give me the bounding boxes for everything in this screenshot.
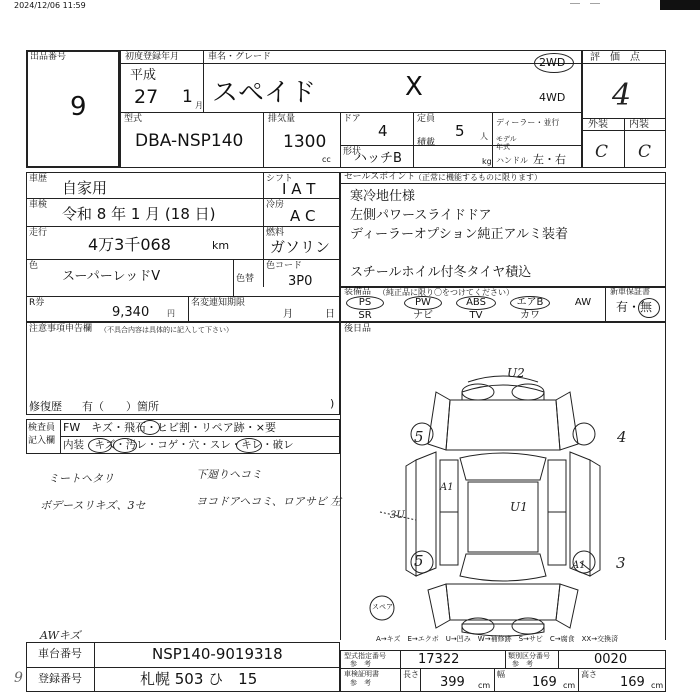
- lot-number: 9: [70, 92, 87, 122]
- corner-block: [660, 0, 700, 10]
- diagram-mark: 5: [414, 552, 424, 570]
- displacement-label: 排気量: [268, 114, 296, 124]
- registration-number: 札幌 503 ひ 15: [140, 670, 258, 688]
- scratch-circle: [88, 438, 112, 453]
- wear-circle: [236, 438, 262, 453]
- shape-label: 形状: [343, 147, 362, 157]
- category-label: 類別区分番号: [508, 652, 550, 660]
- registration-year: 27: [134, 86, 159, 108]
- four-wd-label: 4WD: [539, 91, 566, 104]
- diagram-mark: U1: [510, 500, 528, 514]
- width-value: 169: [532, 675, 557, 690]
- color-change-label: 色替: [236, 274, 255, 284]
- handwritten-note: AWキズ: [40, 629, 81, 642]
- diagram-mark: U2: [507, 366, 525, 380]
- timestamp: 2024/12/06 11:59: [14, 1, 86, 10]
- lot-label: 出品番号: [30, 52, 67, 62]
- diagram-mark: A1: [440, 482, 454, 493]
- model-grade: X: [405, 72, 423, 102]
- exterior-label: 外装: [588, 119, 608, 130]
- length-label: 長さ: [403, 670, 419, 679]
- sales-point-item: 左側パワースライドドア: [350, 208, 492, 223]
- handwritten-note: 下廻りヘコミ: [196, 468, 262, 481]
- inspector-row-1: FW キズ・飛石・ヒビ割・リペア跡・×要: [63, 421, 276, 434]
- displacement-unit: cc: [322, 155, 331, 164]
- roof: [468, 482, 538, 552]
- dealer-label: ディーラー・並行: [496, 118, 560, 127]
- registration-label: 初度登録年月: [125, 52, 180, 62]
- equipment-label: 装備品: [344, 287, 372, 297]
- height-unit: cm: [651, 681, 664, 690]
- equip-navi: ナビ: [413, 310, 433, 321]
- displacement-value: 1300: [283, 132, 327, 152]
- windshield: [460, 453, 546, 480]
- length-unit: cm: [478, 681, 491, 690]
- equip-leather: カワ: [520, 310, 540, 321]
- doors-label: ドア: [343, 114, 361, 124]
- usage-label: 車歴: [29, 174, 48, 184]
- equip-ps: PS: [358, 297, 372, 308]
- equip-airbag: エアB: [516, 297, 544, 308]
- inspector-row-2: 内装 キズ・汚レ・コゲ・穴・スレ・キレ・破レ: [63, 439, 294, 451]
- type-label: 型式: [124, 114, 143, 124]
- chassis-label: 車台番号: [38, 647, 82, 660]
- equip-abs: ABS: [466, 297, 486, 308]
- color-value: スーパーレッドV: [62, 269, 161, 284]
- left-fender: [428, 392, 450, 450]
- color-code-label: 色コード: [266, 261, 303, 271]
- load-label: 積載: [417, 138, 436, 148]
- inspector-label-2: 記入欄: [28, 436, 56, 446]
- trunk: [446, 584, 560, 620]
- diagram-mark: 5: [414, 428, 424, 446]
- inspector-label: 検査員: [28, 423, 56, 433]
- registration-no-label: 登録番号: [38, 672, 82, 685]
- doors-value: 4: [378, 122, 388, 140]
- registration-month-unit: 月: [195, 101, 203, 110]
- model-year-label: モデル: [496, 135, 517, 143]
- dirt-circle: [113, 438, 137, 453]
- repair-value: 有（ ）箇所: [82, 400, 159, 413]
- width-label: 幅: [497, 670, 505, 679]
- interior-grade: C: [638, 142, 652, 162]
- height-value: 169: [620, 675, 645, 690]
- warranty-circle: [638, 298, 660, 318]
- margin-mark: 9: [14, 670, 23, 686]
- mileage-label: 走行: [29, 228, 48, 238]
- top-marks: ＿ ＿: [570, 0, 600, 6]
- two-wd-label: 2WD: [539, 56, 566, 69]
- warranty-value: 有・無: [616, 300, 653, 314]
- model-spec-number: 17322: [418, 652, 460, 667]
- inspection-value: 令和 8 年 1 月 (18 日): [62, 205, 216, 223]
- color-code: 3P0: [288, 274, 313, 289]
- shift-value: I A T: [282, 180, 316, 198]
- repair-label: 修復歴: [29, 400, 62, 413]
- hood: [446, 400, 560, 450]
- registration-month: 1: [182, 87, 193, 107]
- model-year-label-2: 年式: [496, 143, 510, 151]
- recycle-unit: 円: [167, 309, 175, 318]
- rear-glass: [460, 554, 546, 581]
- handle-value: 左・右: [533, 153, 566, 166]
- ac-value: A C: [290, 207, 316, 225]
- diagram-mark: A1: [572, 560, 586, 571]
- right-sill: [590, 460, 600, 576]
- notes-label: 注意事項申告欄: [29, 324, 93, 334]
- capacity-label: 定員: [417, 114, 436, 124]
- mileage-unit: km: [212, 239, 230, 252]
- warranty-label: 新車保証書: [610, 287, 650, 296]
- recycle-value: 9,340: [112, 305, 150, 320]
- fuel-value: ガソリン: [270, 238, 331, 256]
- load-unit: kg: [482, 157, 492, 166]
- handwritten-note: ボデースリキズ、3セ: [40, 499, 146, 512]
- interior-label: 内装: [629, 119, 649, 130]
- repair-close: ): [330, 397, 335, 410]
- recycle-label: R券: [29, 298, 45, 308]
- registration-era: 平成: [130, 68, 157, 83]
- right-fender: [556, 392, 578, 450]
- chassis-number: NSP140-9019318: [152, 645, 283, 663]
- cert-label: 車検証明書: [344, 670, 379, 678]
- stone-chip-circle: [140, 420, 160, 435]
- fuel-label: 燃料: [266, 228, 285, 238]
- name-change-day: 日: [325, 309, 335, 320]
- damage-legend: A→キズ E→エクボ U→凹み W→補修跡 S→サビ C→腐食 XX→交換済: [376, 635, 619, 643]
- car-damage-diagram: [340, 340, 666, 640]
- left-rear-fender: [428, 584, 450, 628]
- usage-value: 自家用: [62, 179, 108, 197]
- type-value: DBA-NSP140: [135, 131, 244, 151]
- equipment-sub: （純正品に限り〇をつけてください）: [378, 288, 514, 297]
- width-unit: cm: [563, 681, 576, 690]
- name-change-label: 名変連知期限: [191, 298, 246, 308]
- equip-sr: SR: [358, 310, 372, 321]
- color-label: 色: [29, 261, 39, 271]
- shift-label: シフト: [266, 174, 294, 184]
- category-sub: 参 考: [512, 660, 533, 668]
- category-number: 0020: [594, 652, 628, 667]
- right-rear-fender: [556, 584, 578, 628]
- equip-pw: PW: [415, 297, 431, 308]
- model-label: 車名・グレード: [208, 52, 272, 62]
- handwritten-note: ミートヘタリ: [48, 472, 114, 485]
- model-name: スペイド: [212, 78, 317, 108]
- sales-point-item: ディーラーオプション純正アルミ装着: [350, 227, 569, 242]
- handwritten-note: ヨコドアヘコミ、ロアサビ 左: [196, 495, 342, 508]
- shape-value: ハッチB: [354, 151, 402, 166]
- length-value: 399: [440, 675, 465, 690]
- handle-label: ハンドル: [496, 156, 528, 165]
- right-side: [570, 452, 590, 576]
- diagram-mark: 3U: [390, 510, 405, 521]
- equip-tv: TV: [469, 310, 483, 321]
- notes-sub: （不具合内容は具体的に記入して下さい）: [100, 326, 233, 334]
- ac-label: 冷房: [266, 200, 285, 210]
- capacity-value: 5: [455, 122, 465, 140]
- later-items-label: 後日品: [344, 324, 372, 334]
- diagram-mark: 3: [616, 554, 626, 572]
- inspection-label: 車検: [29, 200, 48, 210]
- spare-label: スペア: [372, 603, 393, 611]
- evaluation-label: 評 価 点: [590, 52, 640, 63]
- front-bumper: [468, 376, 538, 382]
- exterior-grade: C: [595, 142, 609, 162]
- sales-points-sub: （正常に機能するものに限ります）: [414, 173, 542, 182]
- front-grille: [462, 385, 544, 400]
- sales-point-item: 寒冷地仕様: [350, 189, 416, 204]
- notes-frame: [26, 322, 340, 415]
- model-spec-sub: 参 考: [350, 660, 371, 668]
- evaluation-score: 4: [612, 78, 632, 113]
- cert-sub: 参 考: [350, 679, 371, 687]
- model-spec-label: 型式指定番号: [344, 652, 386, 660]
- sales-point-item: スチールホイル付冬タイヤ積込: [350, 265, 532, 280]
- diagram-mark: 4: [617, 428, 627, 446]
- capacity-unit: 人: [480, 132, 488, 141]
- sales-points-label: セールスポイント: [344, 172, 416, 182]
- equip-aw: AW: [574, 297, 592, 308]
- name-change-month: 月: [283, 309, 293, 320]
- height-label: 高さ: [581, 670, 597, 679]
- mileage-value: 4万3千068: [88, 235, 171, 254]
